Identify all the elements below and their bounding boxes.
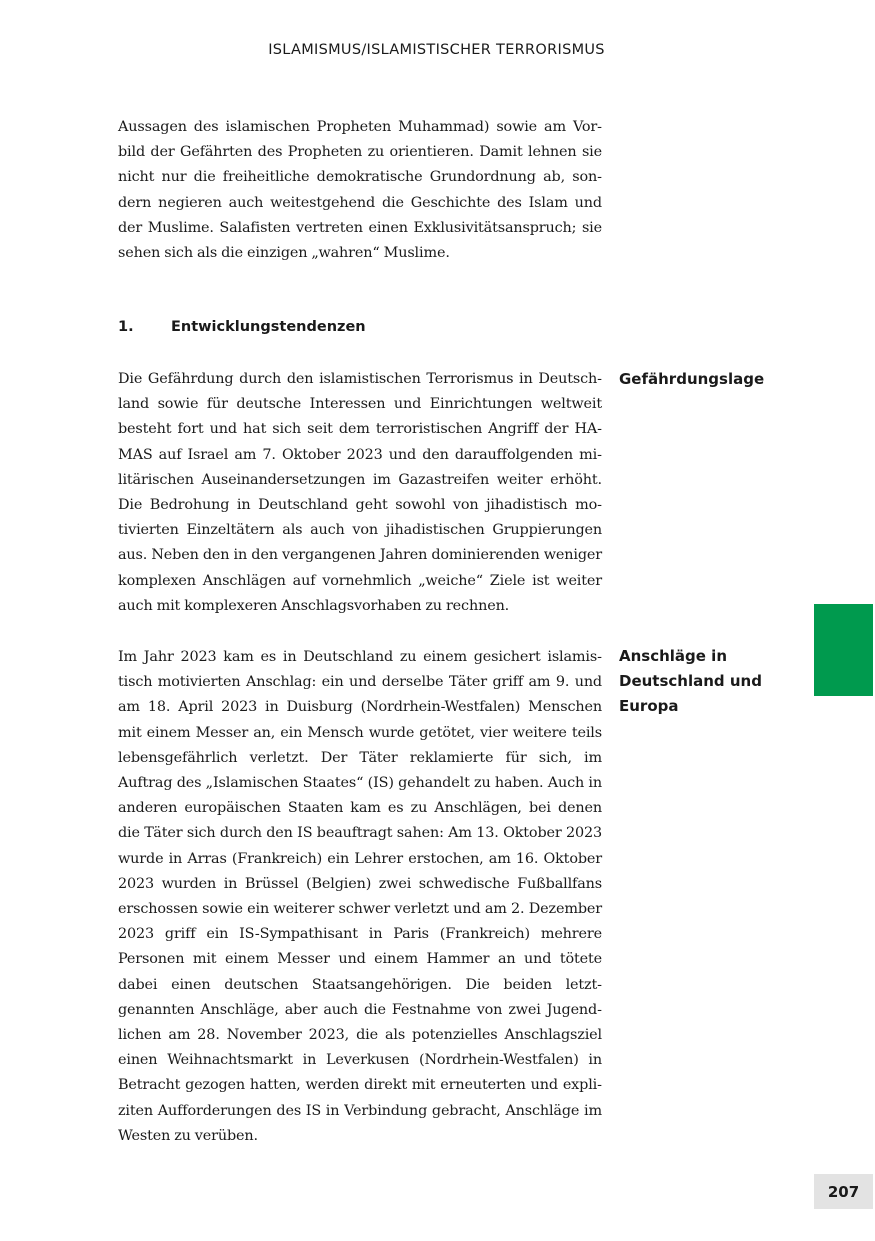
- chapter-tab-marker: [814, 604, 873, 696]
- paragraph-anschlaege: Im Jahr 2023 kam es in Deutschland zu einem gesichert islamistisch motivierten Anschlag: ein und derselbe Täter griff am 9. und am 18. April 2023 in Duisburg (Nordrhein-Westfalen) Menschen mit einem Messer an, ein Mensch wurde getötet, vier weitere teils lebensgefährlich verletzt. Der Täter reklamierte für sich, im Auftrag des „Islamischen Staates“ (IS) gehandelt zu haben. Auch in anderen europäischen Staaten kam es zu Anschlägen, bei denen die Täter sich durch den IS beauftragt sahen: Am 13. Oktober 2023 wurde in Arras (Frankreich) ein Lehrer erstochen, am 16. Oktober 2023 wurden in Brüssel (Belgien) zwei schwedische Fußballfans erschossen sowie ein weiterer schwer verletzt und am 2. Dezember 2023 griff ein IS-Sympathisant in Paris (Frankreich) mehrere Personen mit einem Messer und einem Hammer an und tötete dabei einen deutschen Staatsangehörigen. Die beiden letztgenannten Anschläge, aber auch die Festnahme von zwei Jugendlichen am 28. November 2023, die als potenzielles Anschlagsziel einen Weihnachtsmarkt in Leverkusen (Nordrhein-Westfalen) in Betracht gezogen hatten, werden direkt mit erneuterten und expliziten Aufforderungen des IS in Verbindung gebracht, Anschläge im Westen zu verüben.: [118, 649, 602, 1144]
- running-header: ISLAMISMUS/ISLAMISTISCHER TERRORISMUS: [268, 42, 605, 58]
- paragraph-gefaehrdungslage: Die Gefährdung durch den islamistischen Terrorismus in Deutschland sowie für deutsche Interessen und Einrichtungen weltweit besteht fort und hat sich seit dem terroristischen Angriff der HAMAS auf Israel am 7. Oktober 2023 und den darauffolgenden militärischen Auseinandersetzungen im Gazastreifen weiter erhöht. Die Bedrohung in Deutschland geht sowohl von jihadistisch motivierten Einzeltätern als auch von jihadistischen Gruppierungen aus. Neben den in den vergangenen Jahren dominierenden weniger komplexen Anschlägen auf vornehmlich „weiche“ Ziele ist weiter auch mit komplexeren Anschlagsvorhaben zu rechnen.: [118, 371, 602, 614]
- margin-note-gefaehrdungslage: Gefährdungslage: [619, 370, 765, 388]
- section-heading: [118, 319, 366, 335]
- intro-paragraph: Aussagen des islamischen Propheten Muhammad) sowie am Vorbild der Gefährten des Propheten zu orientieren. Damit lehnen sie nicht nur die freiheitliche demokratische Grundordnung ab, sondern negieren auch weitestgehend die Geschichte des Islam und der Muslime. Salafisten vertreten einen Exklusivitätsanspruch; sie sehen sich als die einzigen „wahren“ Muslime.: [118, 119, 602, 262]
- margin-note-anschlaege: Anschläge in Deutschland und Europa: [619, 647, 762, 716]
- section-title: Entwicklungstendenzen: [171, 319, 366, 335]
- section-number: 1.: [118, 319, 134, 335]
- page-number: 207: [814, 1174, 873, 1209]
